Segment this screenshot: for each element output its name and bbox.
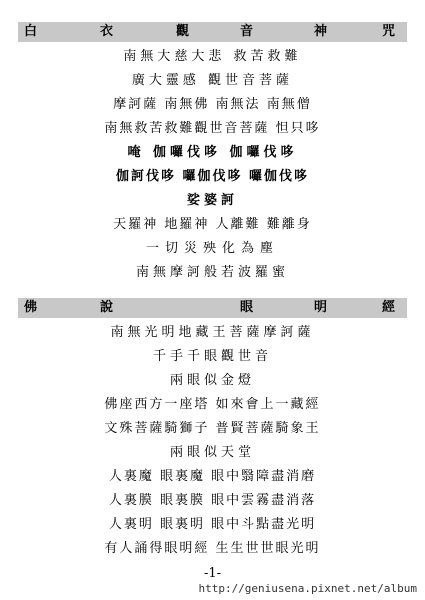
sutra2-line: 兩眼似金燈 [169,373,255,388]
sutra1-title-char: 衣 [100,24,114,39]
sutra2-line: 佛座西方一座塔 如來會上一藏經 [104,397,321,412]
sutra2-line: 文殊菩薩騎獅子 普賢菩薩騎象王 [104,421,321,436]
sutra1-line: 伽訶伐哆 囉伽伐哆 囉伽伐哆 [115,169,310,184]
sutra1-line: 南無摩訶般若波羅蜜 [135,265,289,280]
watermark-url: http://geniusena.pixnet.net/album [198,582,417,595]
page-number: -1- [203,566,222,581]
sutra2-line: 有人誦得眼明經 生生世世眼光明 [104,541,321,556]
sutra2-title-char: 眼 [240,300,254,315]
sutra1-title-char: 觀 [176,24,190,39]
sutra1-line: 唵 伽囉伐哆 伽囉伐哆 [127,145,298,160]
sutra1-title-bar [18,22,407,42]
sutra2-title-bar [18,298,407,318]
sutra1-line: 南無大慈大悲 救苦救難 [123,49,302,64]
sutra1-line: 南無救苦救難觀世音菩薩 怛只哆 [104,121,321,136]
sutra1-title-char: 音 [240,24,254,39]
sutra1-title-char: 白 [24,24,38,39]
sutra2-line: 人裏魔 眼裏魔 眼中翳障盡消磨 [108,469,317,484]
sutra1-line: 摩訶薩 南無佛 南無法 南無僧 [113,97,312,112]
sutra1-line: 一切災殃化為塵 [145,241,279,256]
sutra1-title-char: 咒 [382,24,396,39]
sutra2-title-char: 經 [382,300,396,315]
sutra1-line: 廣大靈感 觀世音菩薩 [131,73,294,88]
sutra2-title-char: 佛 [24,300,38,315]
sutra2-line: 南無光明地藏王菩薩摩訶薩 [110,325,315,340]
sutra1-line: 娑婆訶 [186,193,238,208]
sutra2-line: 千手千眼觀世音 [152,349,272,364]
sutra2-title-char: 說 [100,300,114,315]
sutra2-line: 兩眼似天堂 [169,445,255,460]
sutra2-line: 人裏明 眼裏明 眼中斗點盡光明 [108,517,317,532]
sutra2-line: 人裏膜 眼裏膜 眼中雲霧盡消落 [108,493,317,508]
sutra2-title-char: 明 [314,300,328,315]
sutra1-title-char: 神 [314,24,328,39]
sutra1-line: 天羅神 地羅神 人離難 難離身 [113,217,312,232]
